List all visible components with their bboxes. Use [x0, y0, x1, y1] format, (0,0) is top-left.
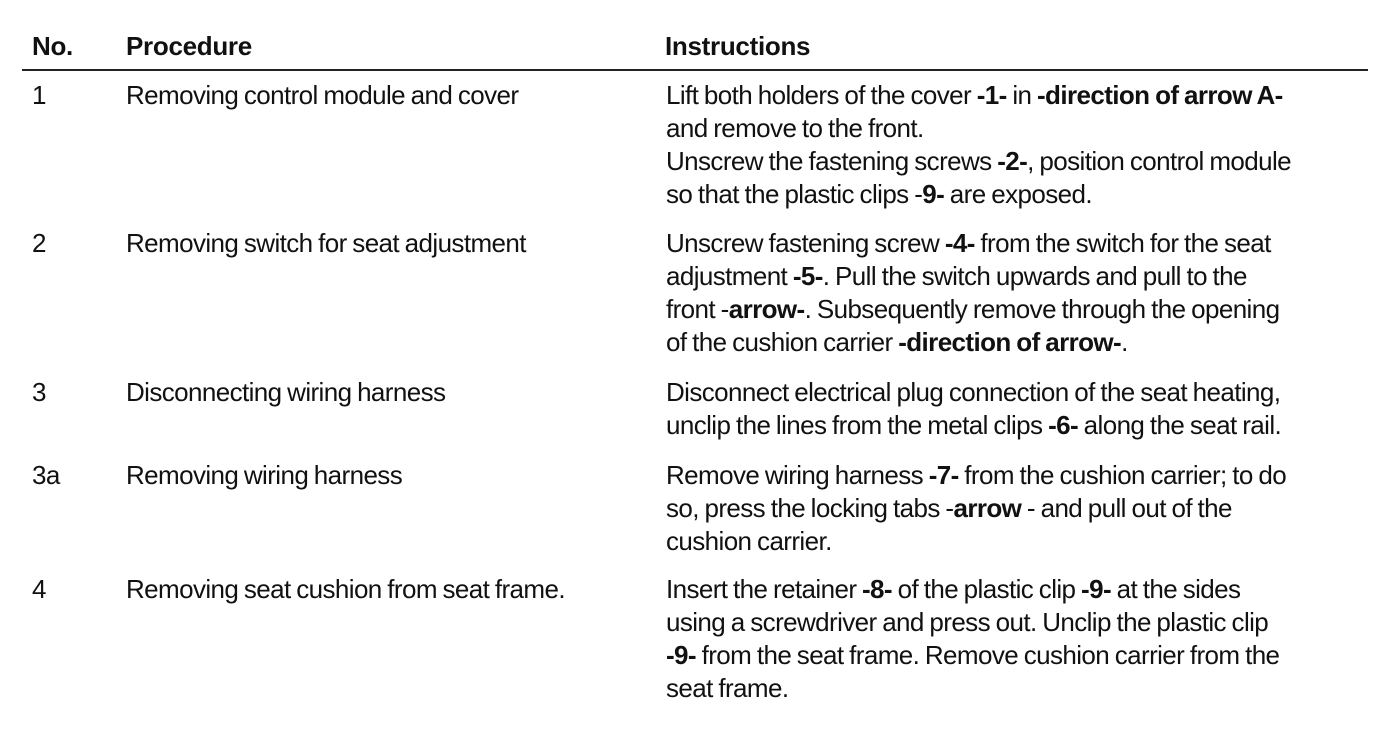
instruction-text: are exposed.	[944, 179, 1092, 209]
instruction-text: . Pull the switch upwards and pull to the	[822, 261, 1247, 291]
instruction-text: Disconnect electrical plug connection of the seat heating,	[666, 377, 1281, 407]
instruction-text: . Subsequently remove through the opening	[804, 294, 1280, 324]
instruction-line	[666, 260, 1366, 293]
instruction-line	[666, 227, 1366, 260]
instruction-ref: -direction of arrow-	[898, 327, 1122, 357]
row-number: 3a	[32, 460, 60, 490]
instruction-text: front -	[666, 294, 729, 324]
row-procedure: Removing control module and cover	[126, 80, 519, 110]
instruction-text: cushion carrier.	[666, 526, 832, 556]
instruction-text: - and pull out of the	[1021, 493, 1232, 523]
instruction-ref: -1-	[976, 80, 1007, 110]
row-procedure: Disconnecting wiring harness	[126, 377, 446, 407]
instruction-ref: -5-	[792, 261, 823, 291]
row-instructions	[666, 376, 1366, 442]
instruction-ref: -2-	[997, 146, 1028, 176]
instruction-line	[666, 672, 1366, 705]
header-rule	[22, 69, 1368, 71]
instruction-line	[666, 145, 1366, 178]
instruction-text: using a screwdriver and press out. Unclip the plastic clip	[666, 607, 1269, 637]
instruction-line	[666, 525, 1366, 558]
instruction-text: so that the plastic clips -	[666, 179, 923, 209]
header-no: No.	[32, 31, 73, 61]
instruction-ref: -9-	[666, 640, 696, 670]
instruction-ref: -6-	[1048, 410, 1079, 440]
instruction-line	[666, 293, 1366, 326]
instruction-line	[666, 112, 1366, 145]
instruction-line	[666, 326, 1366, 359]
instruction-text: Remove wiring harness	[666, 460, 929, 490]
row-procedure: Removing wiring harness	[126, 460, 403, 490]
instruction-text: Unscrew the fastening screws	[666, 146, 998, 176]
instruction-line	[666, 79, 1366, 112]
row-instructions	[666, 573, 1366, 705]
instruction-text: from the switch for the seat	[974, 228, 1271, 258]
instruction-text: at the sides	[1111, 574, 1241, 604]
instruction-line	[666, 492, 1366, 525]
instruction-text: adjustment	[666, 261, 793, 291]
row-instructions	[666, 227, 1366, 359]
instruction-line	[666, 409, 1366, 442]
instruction-text: from the cushion carrier; to do	[958, 460, 1287, 490]
instruction-text: seat frame.	[666, 673, 789, 703]
instruction-text: of the cushion carrier	[666, 327, 899, 357]
header-procedure: Procedure	[126, 31, 252, 61]
instruction-line	[666, 459, 1366, 492]
instruction-text: Lift both holders of the cover	[666, 80, 977, 110]
row-number: 1	[32, 80, 46, 110]
instruction-text: of the plastic clip	[891, 574, 1082, 604]
instruction-line	[666, 606, 1366, 639]
instruction-text: , position control module	[1027, 146, 1291, 176]
instruction-text: Insert the retainer	[666, 574, 862, 604]
header-instructions: Instructions	[665, 31, 811, 61]
instruction-ref: -8-	[862, 574, 892, 604]
instruction-line	[666, 639, 1366, 672]
row-number: 4	[32, 574, 46, 604]
instruction-text: and remove to the front.	[666, 113, 924, 143]
instruction-text: from the seat frame. Remove cushion carrier from the	[695, 640, 1280, 670]
row-procedure: Removing seat cushion from seat frame.	[126, 574, 565, 604]
instruction-line	[666, 178, 1366, 211]
instruction-ref: 9-	[922, 179, 945, 209]
instruction-ref: -4-	[944, 228, 975, 258]
instruction-ref: -direction of arrow A-	[1037, 80, 1283, 110]
instruction-text: in	[1006, 80, 1037, 110]
instruction-text: along the seat rail.	[1078, 410, 1282, 440]
row-number: 3	[32, 377, 46, 407]
row-instructions	[666, 459, 1366, 558]
row-number: 2	[32, 228, 46, 258]
instruction-text: .	[1121, 327, 1128, 357]
instruction-line	[666, 573, 1366, 606]
instruction-ref: -9-	[1081, 574, 1112, 604]
instruction-text: so, press the locking tabs -	[666, 493, 954, 523]
instruction-text: unclip the lines from the metal clips	[666, 410, 1049, 440]
instruction-line	[666, 376, 1366, 409]
instruction-ref: -7-	[928, 460, 959, 490]
instruction-ref: arrow	[953, 493, 1022, 523]
row-instructions	[666, 79, 1366, 211]
instruction-text: Unscrew fastening screw	[666, 228, 945, 258]
row-procedure: Removing switch for seat adjustment	[126, 228, 526, 258]
instruction-ref: arrow-	[728, 294, 805, 324]
